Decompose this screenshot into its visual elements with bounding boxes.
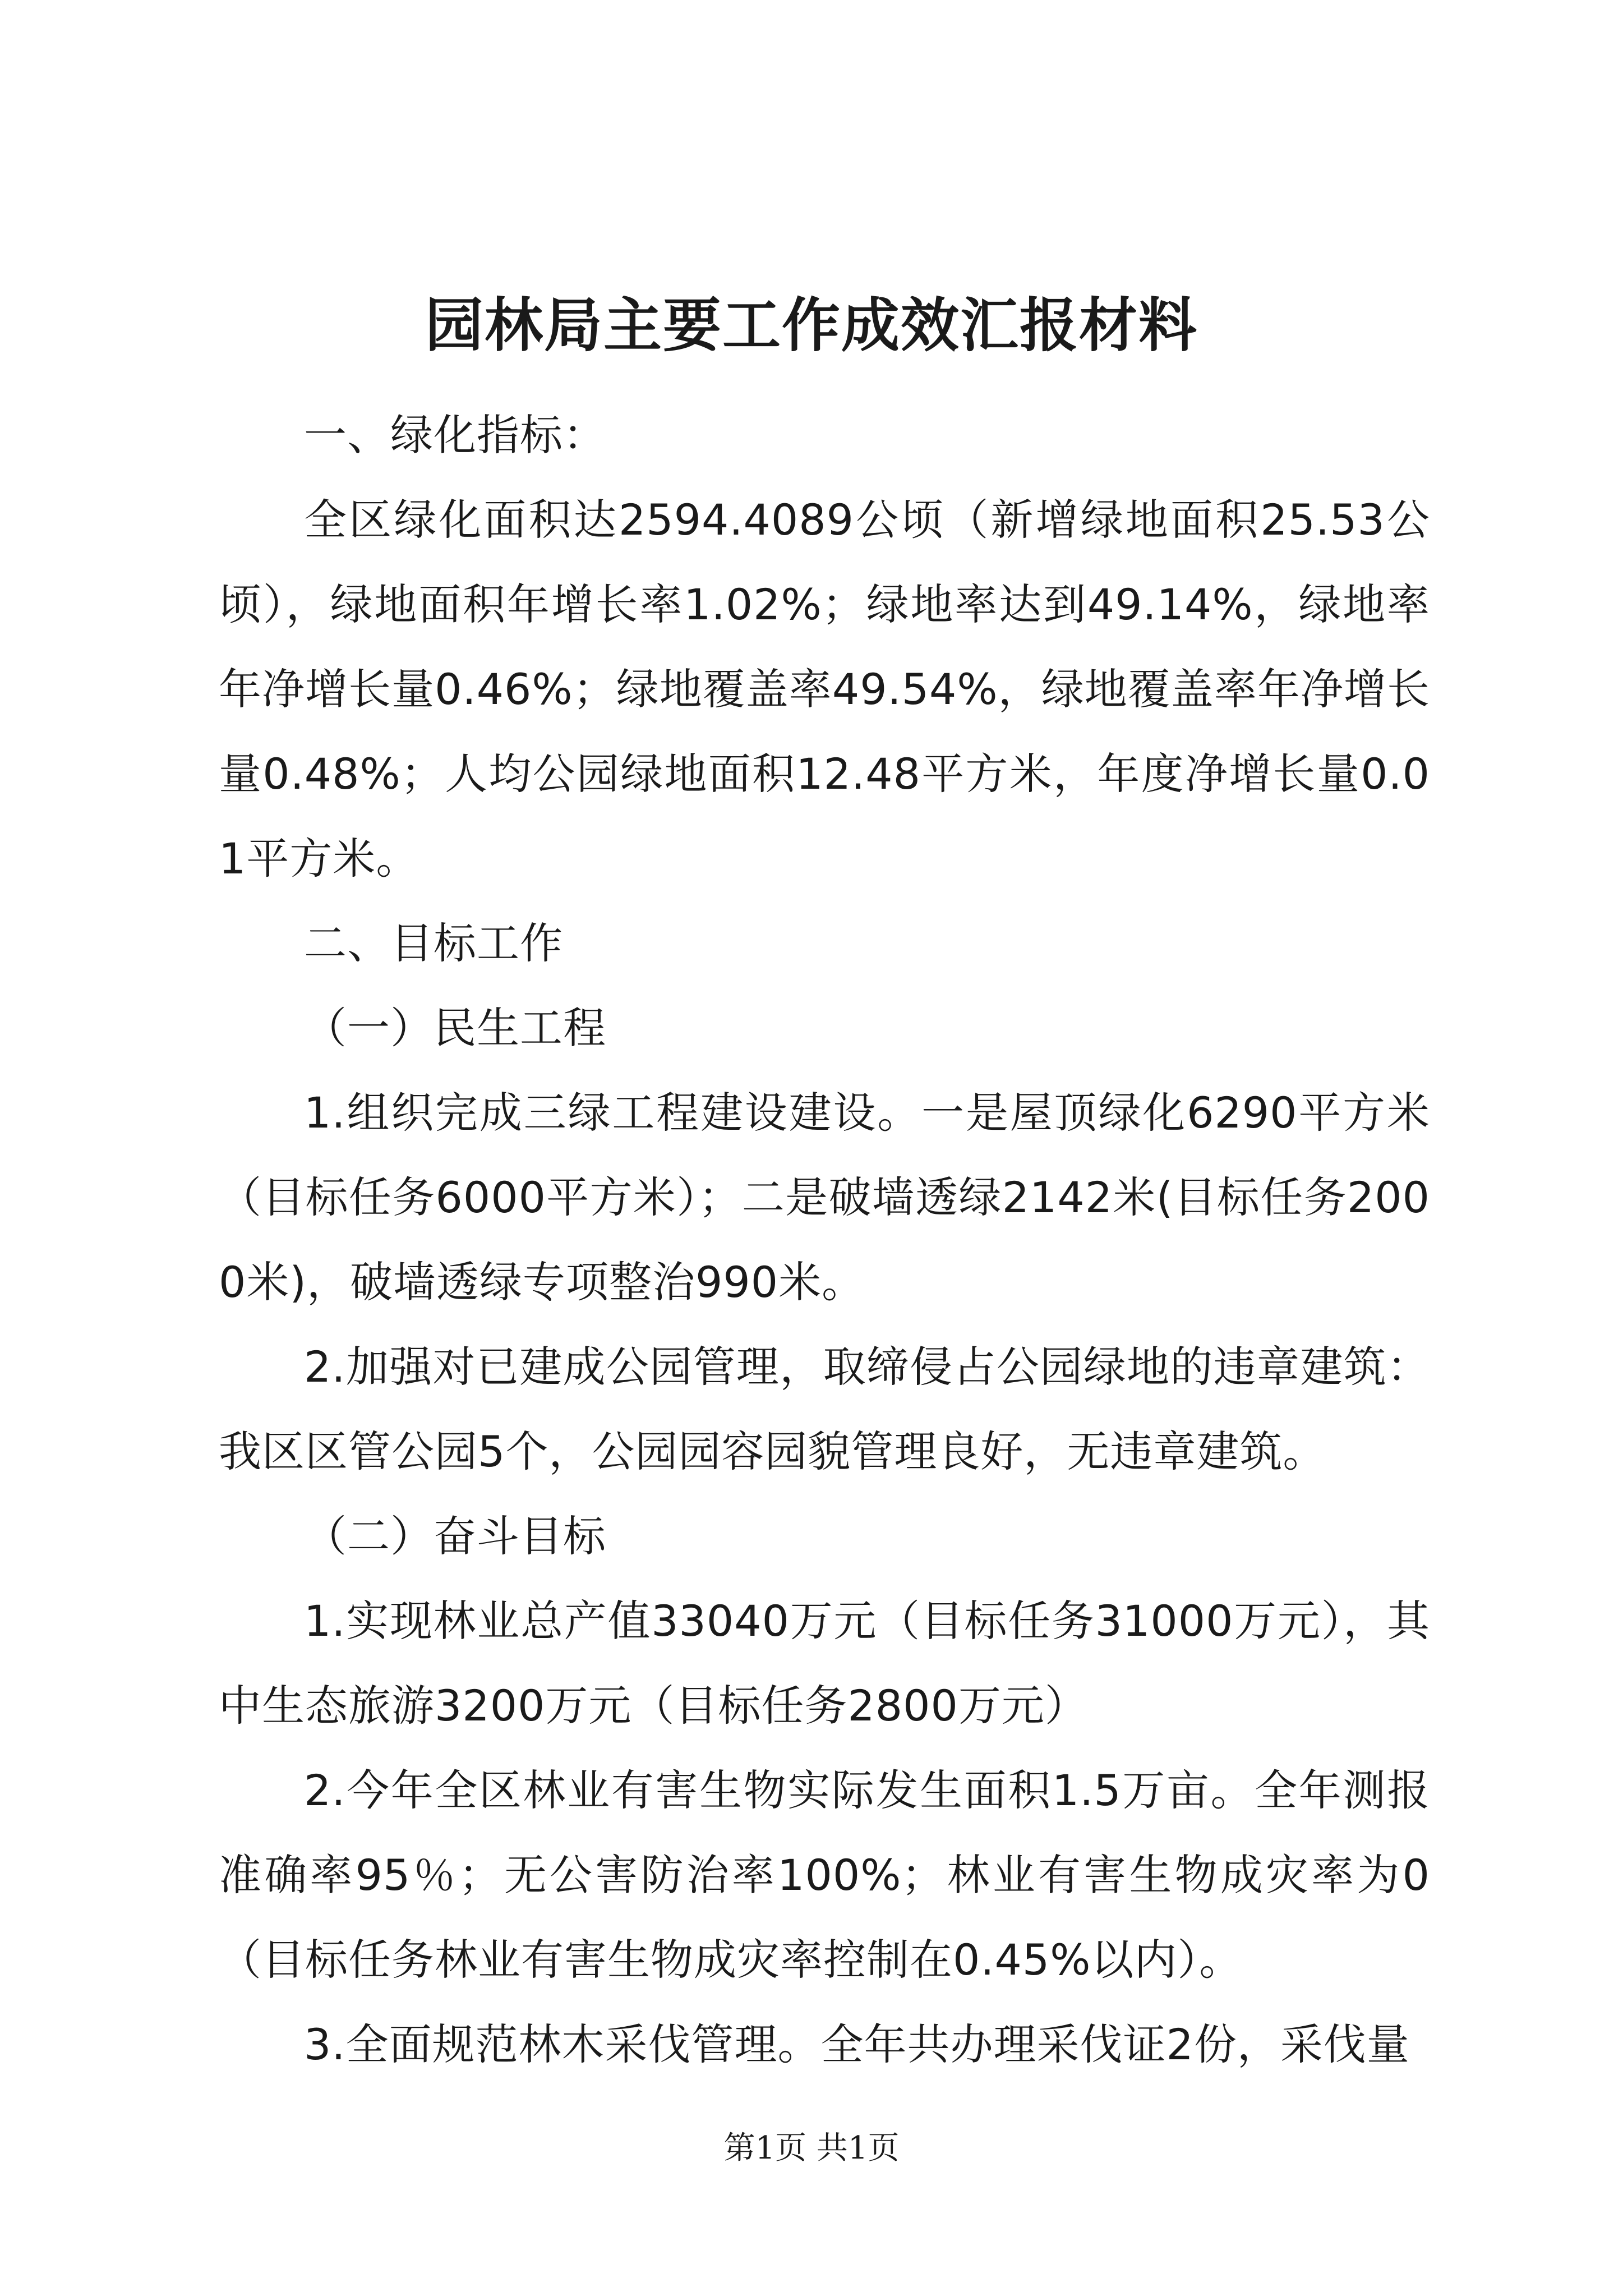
paragraph-item: 2.加强对已建成公园管理，取缔侵占公园绿地的违章建筑：我区区管公园5个，公园园容园貌管理良好，无违章建筑。 [219,1342,1430,1476]
page-footer: 第1页 共1页 [723,2130,900,2166]
document-title: 园林局主要工作成效汇报材料 [425,291,1198,360]
subsection-heading-livelihood: （一）民生工程 [304,1003,606,1053]
section-heading-targets: 二、目标工作 [304,918,563,968]
paragraph-item: 1.组织完成三绿工程建设建设。一是屋顶绿化6290平方米（目标任务6000平方米）；二是破墙透绿2142米(目标任务2000米)，破墙透绿专项整治990米。 [219,1088,1430,1307]
subsection-heading-goals: （二）奋斗目标 [304,1511,606,1561]
document-body [219,393,1430,2087]
section-heading-greening: 一、绿化指标： [304,410,606,460]
paragraph-greening-indicators: 全区绿化面积达2594.4089公顷（新增绿地面积25.53公顷），绿地面积年增长率1.02%；绿地率达到49.14%，绿地率年净增长量0.46%；绿地覆盖率49.54%，绿地覆盖率年净增长量0.48%；人均公园绿地面积12.48平方米，年度净增长量0.01平方米。 [219,495,1430,884]
paragraph-item: 2.今年全区林业有害生物实际发生面积1.5万亩。全年测报准确率95％；无公害防治率100%；林业有害生物成灾率为0（目标任务林业有害生物成灾率控制在0.45%以内）。 [219,1765,1430,1985]
paragraph-item: 3.全面规范林木采伐管理。全年共办理采伐证2份，采伐量 [304,2019,1410,2069]
paragraph-item: 1.实现林业总产值33040万元（目标任务31000万元），其中生态旅游3200万元（目标任务2800万元） [219,1596,1430,1731]
